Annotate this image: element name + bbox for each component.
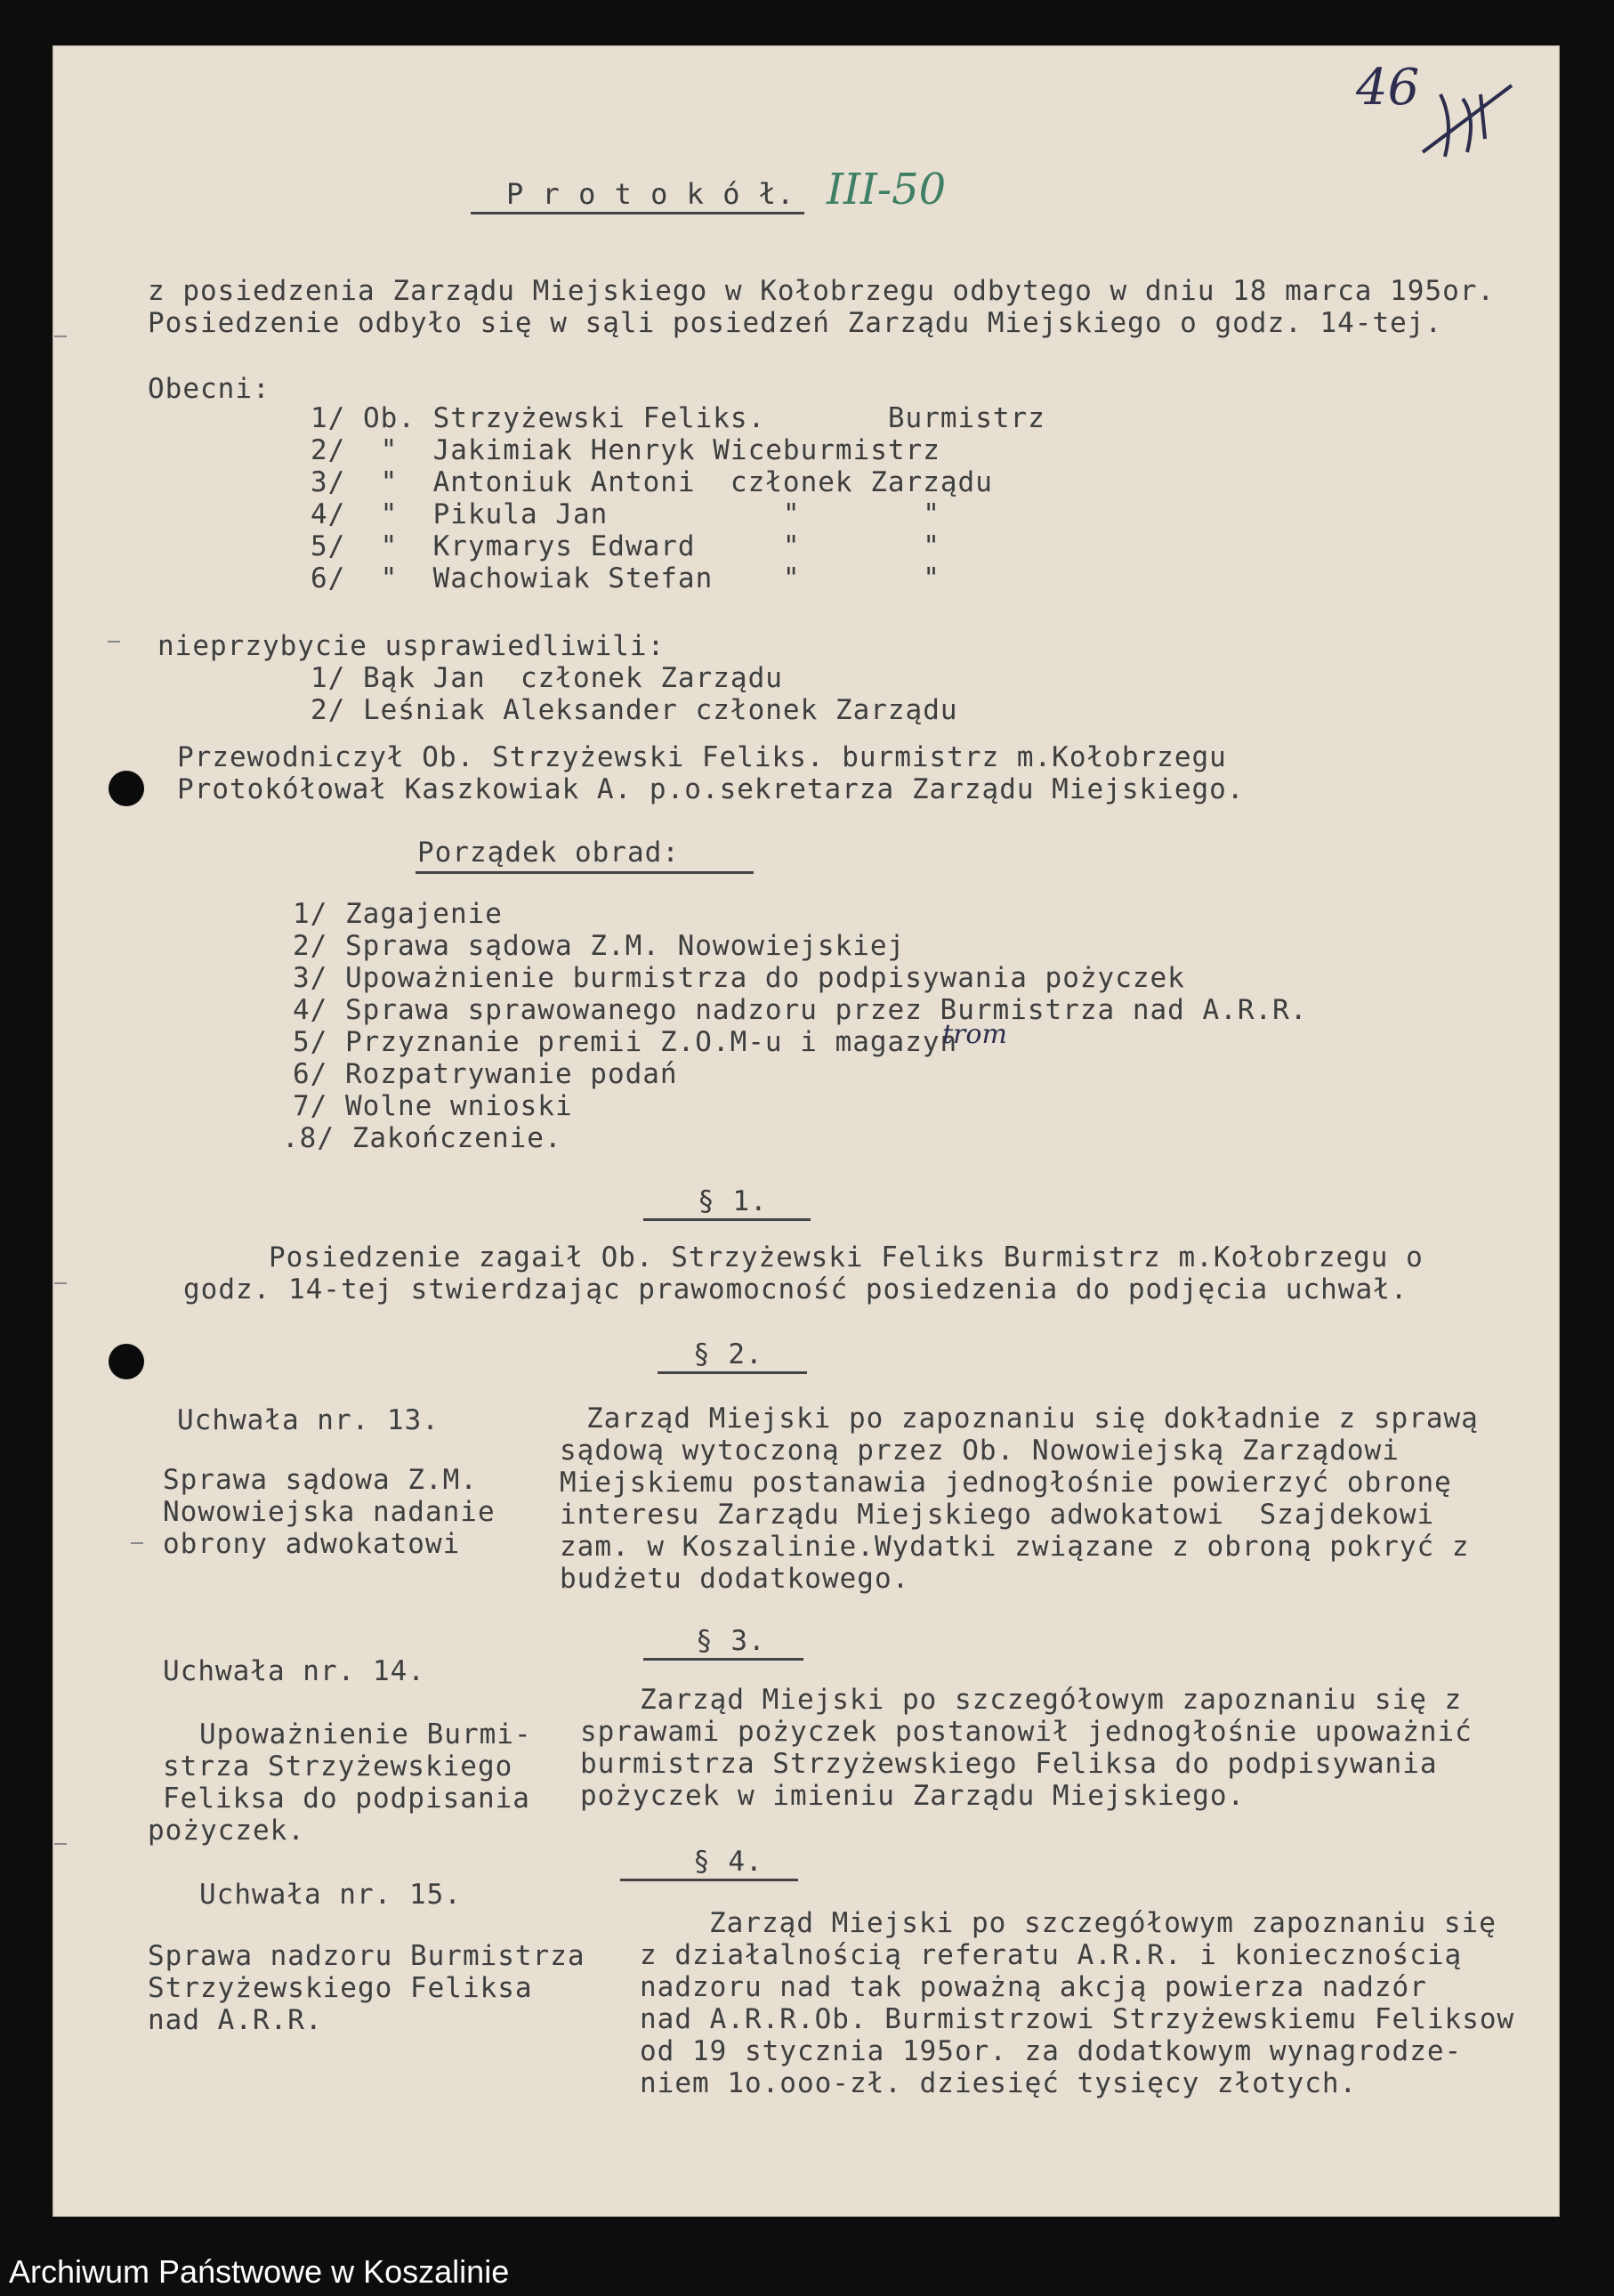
agenda-heading: Porządek obrad: bbox=[417, 837, 680, 869]
intro-line-2: Posiedzenie odbyło się w sąli posiedzeń Zarządu Miejskiego o godz. 14-tej. bbox=[148, 307, 1443, 339]
resolution-14-subject-2: strza Strzyżewskiego bbox=[163, 1750, 513, 1783]
agenda-item-7: 7/ Wolne wnioski bbox=[293, 1090, 573, 1122]
handwritten-folio-number: 46 bbox=[1356, 59, 1420, 117]
agenda-item-4: 4/ Sprawa sprawowanego nadzoru przez Burmistrza nad A.R.R. bbox=[293, 994, 1308, 1026]
present-label: Obecni: bbox=[148, 373, 270, 405]
handwritten-reference: III-50 bbox=[827, 165, 947, 214]
resolution-15-subject-1: Sprawa nadzoru Burmistrza bbox=[148, 1940, 585, 1972]
intro-line-1: z posiedzenia Zarządu Miejskiego w Kołobrzegu odbytego w dniu 18 marca 195or. bbox=[148, 275, 1496, 307]
section-4-line-3: nadzoru nad tak poważną akcją powierza nadzór bbox=[640, 1971, 1427, 2003]
title-underline bbox=[471, 212, 804, 214]
punch-hole-bottom bbox=[109, 1344, 144, 1379]
resolution-15-subject-3: nad A.R.R. bbox=[148, 2004, 323, 2036]
absent-member-1: 1/ Bąk Jan członek Zarządu bbox=[311, 662, 783, 694]
document-page bbox=[52, 45, 1560, 2217]
archive-footer: Archiwum Państwowe w Koszalinie bbox=[9, 2253, 510, 2290]
section-1-line-2: godz. 14-tej stwierdzając prawomocność posiedzenia do podjęcia uchwał. bbox=[183, 1273, 1408, 1306]
section-2-line-4: interesu Zarządu Miejskiego adwokatowi Szajdekowi bbox=[560, 1499, 1435, 1531]
crossed-out-number-mark bbox=[1405, 68, 1521, 174]
resolution-14-subject-4: pożyczek. bbox=[148, 1815, 305, 1847]
section-4-line-1: Zarząd Miejski po szczegółowym zapoznaniu się bbox=[709, 1907, 1497, 1939]
resolution-14-label: Uchwała nr. 14. bbox=[163, 1655, 425, 1687]
resolution-13-label: Uchwała nr. 13. bbox=[177, 1404, 440, 1436]
section-3-line-1: Zarząd Miejski po szczegółowym zapoznaniu się z bbox=[640, 1684, 1463, 1716]
resolution-15-subject-2: Strzyżewskiego Feliksa bbox=[148, 1972, 533, 2004]
agenda-item-6: 6/ Rozpatrywanie podań bbox=[293, 1058, 678, 1090]
margin-mark bbox=[54, 1843, 67, 1845]
section-1-underline bbox=[643, 1218, 811, 1221]
section-3-underline bbox=[643, 1658, 803, 1661]
section-2-line-5: zam. w Koszalinie.Wydatki związane z obroną pokryć z bbox=[560, 1531, 1470, 1563]
margin-mark bbox=[131, 1542, 143, 1544]
minutes-taker-line: Protokółował Kaszkowiak A. p.o.sekretarza Zarządu Miejskiego. bbox=[177, 773, 1245, 805]
section-2-line-2: sądową wytoczoną przez Ob. Nowowiejską Zarządowi bbox=[560, 1435, 1400, 1467]
resolution-13-subject-1: Sprawa sądowa Z.M. bbox=[163, 1464, 478, 1496]
resolution-14-subject-1: Upoważnienie Burmi- bbox=[199, 1718, 532, 1750]
agenda-item-2: 2/ Sprawa sądowa Z.M. Nowowiejskiej bbox=[293, 930, 906, 962]
present-member-3: 3/ " Antoniuk Antoni członek Zarządu bbox=[311, 466, 993, 498]
present-member-4: 4/ " Pikula Jan " " bbox=[311, 498, 940, 530]
section-4-line-6: niem 1o.ooo-zł. dziesięć tysięcy złotych. bbox=[640, 2067, 1358, 2099]
resolution-14-subject-3: Feliksa do podpisania bbox=[163, 1783, 530, 1815]
section-3-line-2: sprawami pożyczek postanowił jednogłośnie upoważnić bbox=[580, 1716, 1473, 1748]
present-member-6: 6/ " Wachowiak Stefan " " bbox=[311, 562, 940, 594]
section-2-heading: § 2. bbox=[693, 1338, 763, 1370]
resolution-13-subject-3: obrony adwokatowi bbox=[163, 1528, 461, 1560]
section-4-underline bbox=[620, 1879, 798, 1881]
agenda-item-8: .8/ Zakończenie. bbox=[282, 1122, 562, 1154]
present-member-5: 5/ " Krymarys Edward " " bbox=[311, 530, 940, 562]
resolution-15-label: Uchwała nr. 15. bbox=[199, 1879, 462, 1911]
section-4-line-2: z działalnością referatu A.R.R. i koniecznością bbox=[640, 1939, 1463, 1971]
margin-mark bbox=[54, 336, 67, 337]
section-4-heading: § 4. bbox=[693, 1846, 763, 1878]
section-3-line-4: pożyczek w imieniu Zarządu Miejskiego. bbox=[580, 1780, 1246, 1812]
section-3-heading: § 3. bbox=[696, 1625, 766, 1657]
section-2-underline bbox=[658, 1371, 807, 1374]
resolution-13-subject-2: Nowowiejska nadanie bbox=[163, 1496, 496, 1528]
agenda-item-3: 3/ Upoważnienie burmistrza do podpisywania pożyczek bbox=[293, 962, 1185, 994]
section-2-line-6: budżetu dodatkowego. bbox=[560, 1563, 910, 1595]
section-1-heading: § 1. bbox=[698, 1185, 768, 1217]
punch-hole-top bbox=[109, 771, 144, 806]
section-3-line-3: burmistrza Strzyżewskiego Feliksa do podpisywania bbox=[580, 1748, 1438, 1780]
section-2-line-3: Miejskiemu postanawia jednogłośnie powierzyć obronę bbox=[560, 1467, 1452, 1499]
section-2-line-1: Zarząd Miejski po zapoznaniu się dokładnie z sprawą bbox=[586, 1403, 1479, 1435]
margin-mark bbox=[108, 641, 120, 643]
absent-member-2: 2/ Leśniak Aleksander członek Zarządu bbox=[311, 694, 958, 726]
chair-line: Przewodniczył Ob. Strzyżewski Feliks. burmistrz m.Kołobrzegu bbox=[177, 741, 1227, 773]
document-title: P r o t o k ó ł. bbox=[506, 177, 795, 211]
agenda-item-1: 1/ Zagajenie bbox=[293, 898, 503, 930]
agenda-heading-underline bbox=[416, 871, 754, 874]
section-4-line-4: nad A.R.R.Ob. Burmistrzowi Strzyżewskiemu Feliksow bbox=[640, 2003, 1515, 2035]
present-member-2: 2/ " Jakimiak Henryk Wiceburmistrz bbox=[311, 434, 940, 466]
section-1-line-1: Posiedzenie zagaił Ob. Strzyżewski Feliks Burmistrz m.Kołobrzegu o bbox=[269, 1241, 1424, 1273]
absent-label: nieprzybycie usprawiedliwili: bbox=[157, 630, 666, 662]
present-member-1: 1/ Ob. Strzyżewski Feliks. Burmistrz bbox=[311, 402, 1045, 434]
margin-mark bbox=[54, 1282, 67, 1284]
agenda-item-5: 5/ Przyznanie premii Z.O.M-u i magazyn bbox=[293, 1026, 958, 1058]
section-4-line-5: od 19 stycznia 195or. za dodatkowym wynagrodze- bbox=[640, 2035, 1463, 2067]
agenda-handwritten-addition: trom bbox=[942, 1019, 1007, 1050]
